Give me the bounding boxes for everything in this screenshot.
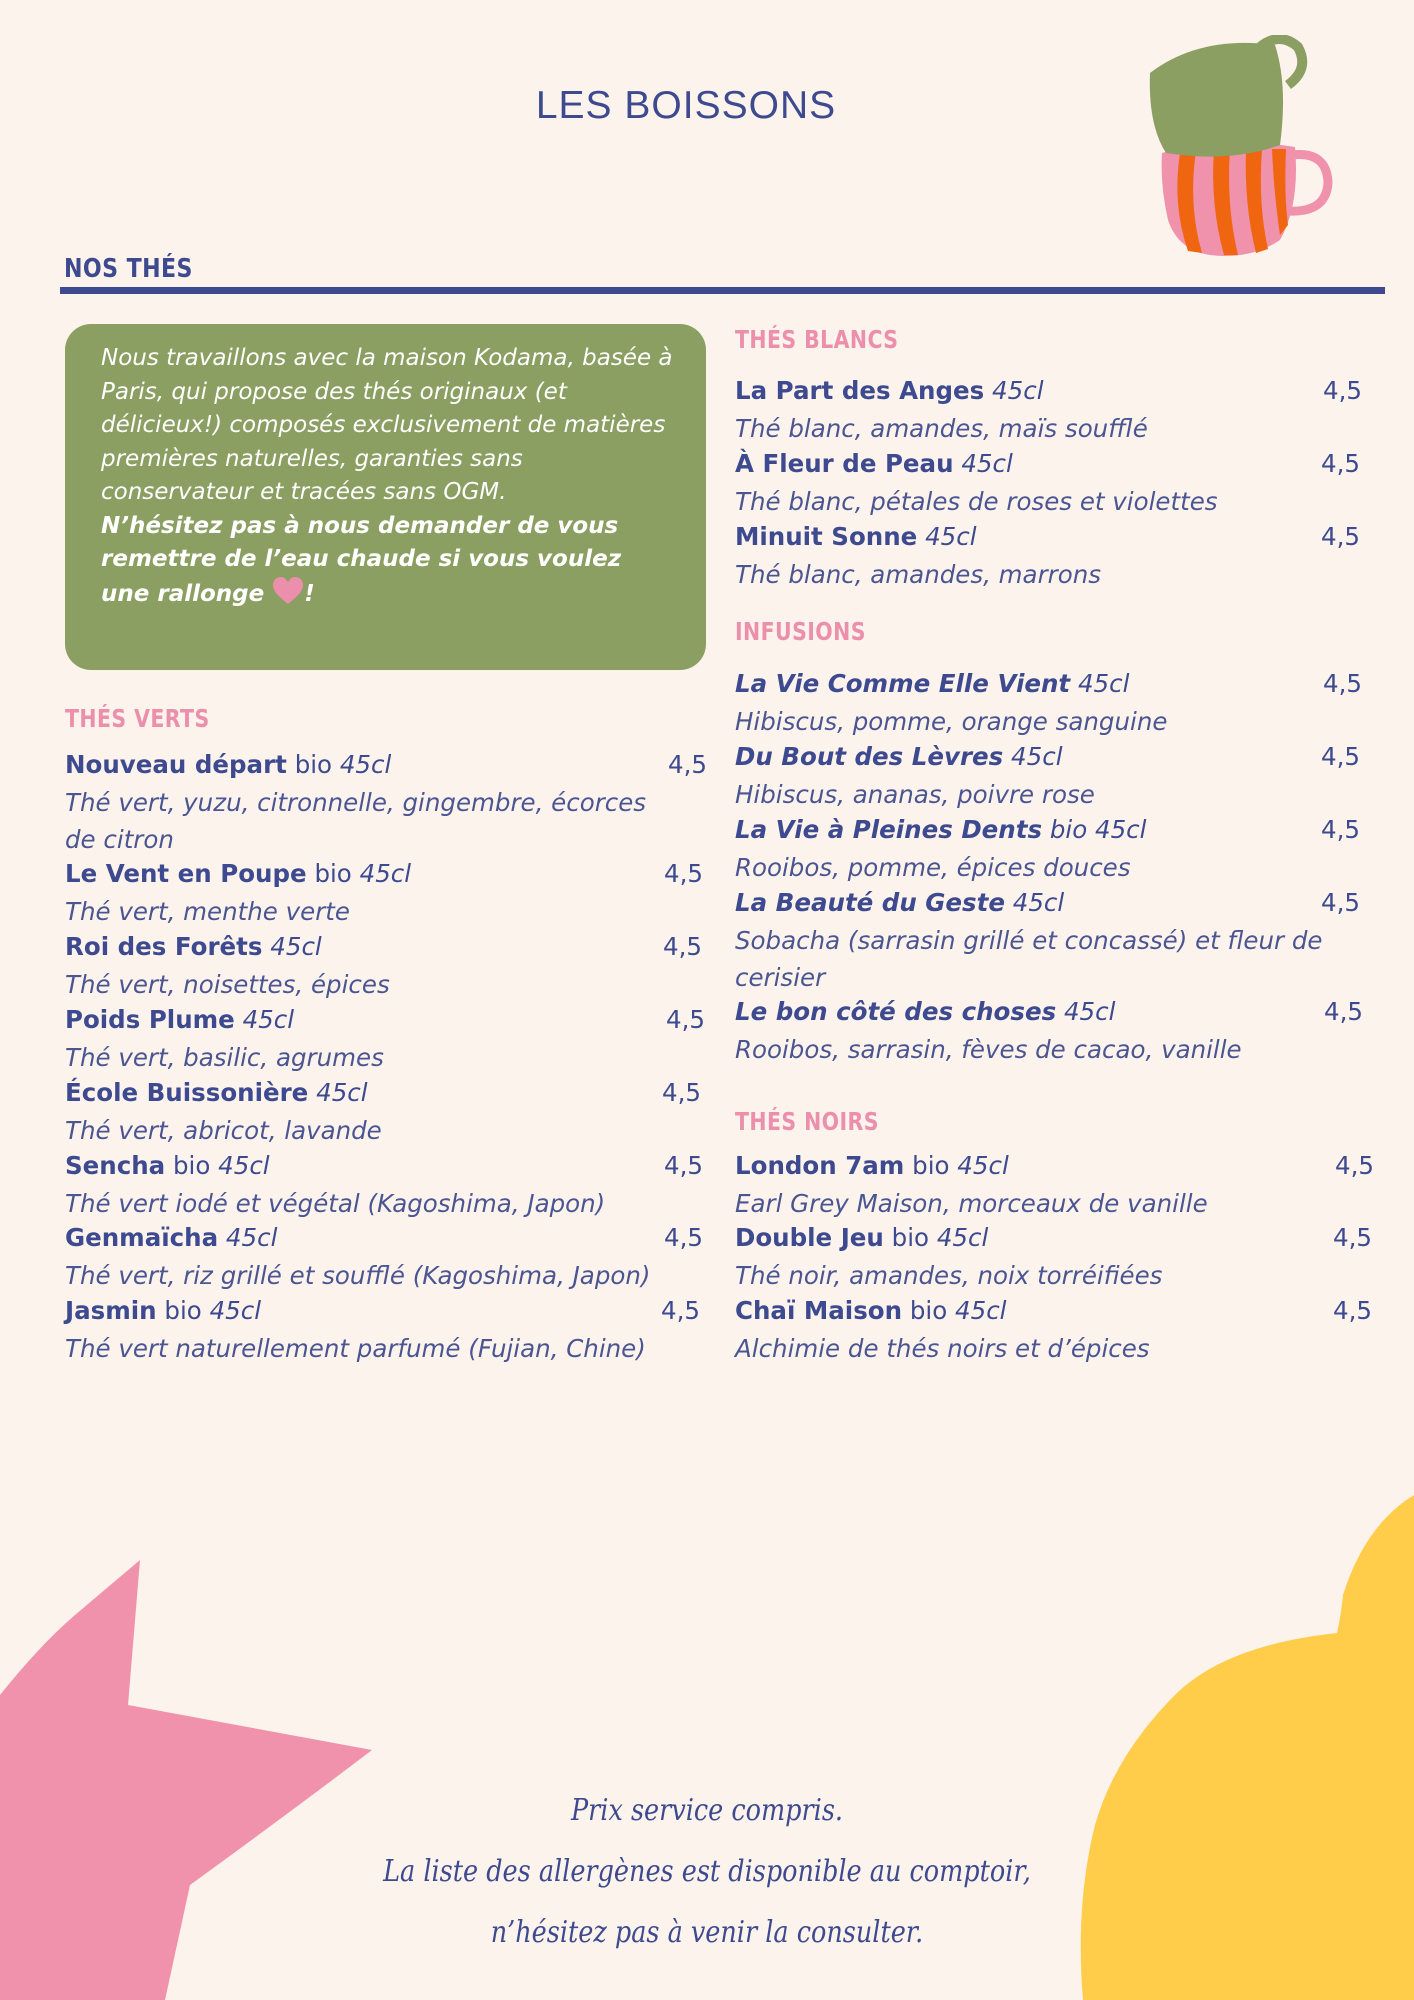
item-name: London 7am [735, 1151, 905, 1180]
item-name: Le Vent en Poupe [65, 859, 307, 888]
item-description: Rooibos, sarrasin, fèves de cacao, vanille [735, 1035, 1242, 1064]
menu-item [735, 1150, 1375, 1223]
item-name: Minuit Sonne [735, 522, 918, 551]
menu-item [735, 375, 1375, 448]
item-price: 4,5 [1333, 1223, 1372, 1252]
category-title-infusions: INFUSIONS [735, 617, 866, 646]
menu-item [735, 1295, 1375, 1368]
item-volume: 45cl [242, 1005, 295, 1034]
item-tag: bio [164, 1296, 202, 1325]
item-price: 4,5 [1323, 376, 1362, 405]
item-volume: 45cl [218, 1151, 270, 1180]
item-description: Thé vert, yuzu, citronnelle, gingembre, écorces de citron [65, 788, 647, 854]
item-price: 4,5 [1321, 888, 1360, 917]
item-tag: bio [909, 1296, 948, 1325]
menu-item [65, 749, 707, 854]
item-price: 4,5 [664, 1151, 703, 1180]
item-price: 4,5 [663, 932, 702, 961]
item-volume: 45cl [270, 932, 322, 961]
item-volume: 45cl [339, 750, 392, 779]
item-volume: 45cl [1095, 815, 1147, 844]
category-title-thes-verts: THÉS VERTS [65, 704, 210, 733]
item-volume: 45cl [961, 449, 1013, 478]
item-price: 4,5 [1321, 742, 1360, 771]
menu-item [65, 1222, 706, 1295]
item-name: Nouveau départ [65, 750, 287, 779]
footer-line-service: Prix service compris. [570, 1793, 844, 1828]
item-tag: bio [912, 1151, 950, 1180]
menu-item [735, 668, 1375, 741]
item-price: 4,5 [1323, 669, 1362, 698]
menu-item [65, 1150, 706, 1223]
item-tag: bio [891, 1223, 930, 1252]
footer-note [200, 1780, 1214, 1963]
menu-item [65, 1077, 706, 1150]
item-tag: bio [314, 859, 352, 888]
item-volume: 45cl [359, 859, 412, 888]
section-divider [60, 287, 1385, 294]
item-tag: bio [173, 1151, 211, 1180]
menu-item [65, 931, 706, 1004]
item-name: Poids Plume [65, 1005, 235, 1034]
item-price: 4,5 [668, 750, 707, 779]
item-price: 4,5 [1321, 449, 1360, 478]
menu-item [735, 887, 1375, 992]
item-price: 4,5 [1321, 815, 1360, 844]
item-description: Thé noir, amandes, noix torréifiées [735, 1261, 1163, 1290]
menu-item [65, 1004, 706, 1077]
item-description: Alchimie de thés noirs et d’épices [735, 1334, 1150, 1363]
item-volume: 45cl [1012, 888, 1065, 917]
item-volume: 45cl [316, 1078, 368, 1107]
page-title: LES BOISSONS [535, 84, 837, 127]
item-price: 4,5 [666, 1005, 705, 1034]
footer-line-allergens: La liste des allergènes est disponible au comptoir, [383, 1854, 1031, 1889]
item-volume: 45cl [209, 1296, 262, 1325]
item-name: Genmaïcha [65, 1223, 219, 1252]
item-name: Le bon côté des choses [735, 997, 1057, 1026]
category-title-thes-blancs: THÉS BLANCS [735, 325, 899, 354]
item-price: 4,5 [662, 1078, 701, 1107]
item-description: Thé vert iodé et végétal (Kagoshima, Japon) [65, 1189, 606, 1218]
item-volume: 45cl [957, 1151, 1009, 1180]
item-name: École Buissonière [65, 1078, 309, 1107]
item-name: Sencha [65, 1151, 166, 1180]
item-price: 4,5 [661, 1296, 700, 1325]
item-description: Earl Grey Maison, morceaux de vanille [735, 1189, 1208, 1218]
menu-item [65, 858, 706, 931]
item-name: La Vie à Pleines Dents [735, 815, 1043, 844]
item-volume: 45cl [936, 1223, 989, 1252]
item-name: Jasmin [65, 1296, 157, 1325]
item-description: Thé blanc, pétales de roses et violettes [735, 487, 1218, 516]
category-title-thes-noirs: THÉS NOIRS [735, 1107, 879, 1136]
item-description: Thé vert, riz grillé et soufflé (Kagoshima, Japon) [65, 1261, 651, 1290]
item-name: Chaï Maison [735, 1296, 903, 1325]
item-description: Thé vert, basilic, agrumes [65, 1043, 384, 1072]
item-volume: 45cl [1011, 742, 1063, 771]
item-name: Du Bout des Lèvres [735, 742, 1004, 771]
item-description: Thé vert, abricot, lavande [65, 1116, 382, 1145]
item-volume: 45cl [1063, 997, 1116, 1026]
footer-line-consult: n’hésitez pas à venir la consulter. [490, 1915, 924, 1950]
item-name: À Fleur de Peau [735, 449, 954, 478]
item-description: Thé vert, menthe verte [65, 897, 350, 926]
item-tag: bio [294, 750, 333, 779]
section-title: NOS THÉS [64, 254, 193, 284]
item-description: Thé vert naturellement parfumé (Fujian, Chine) [65, 1334, 646, 1363]
intro-box [65, 324, 706, 670]
heart-icon [272, 577, 304, 605]
item-price: 4,5 [664, 1223, 703, 1252]
item-name: Double Jeu [735, 1223, 884, 1252]
item-price: 4,5 [1335, 1151, 1374, 1180]
item-volume: 45cl [955, 1296, 1007, 1325]
item-volume: 45cl [992, 376, 1044, 405]
item-description: Thé blanc, amandes, marrons [735, 560, 1101, 589]
item-description: Thé vert, noisettes, épices [65, 970, 390, 999]
menu-item [735, 521, 1375, 594]
item-name: Roi des Forêts [65, 932, 263, 961]
menu-item [735, 1222, 1375, 1295]
intro-cta: N’hésitez pas à nous demander de vous remettre de l’eau chaude si vous voulez une rallonge ! [101, 512, 622, 607]
item-price: 4,5 [664, 859, 703, 888]
menu-item [735, 448, 1375, 521]
stacked-cups-illustration [1140, 35, 1340, 265]
item-description: Rooibos, pomme, épices douces [735, 853, 1131, 882]
menu-item [735, 996, 1375, 1069]
intro-text: Nous travaillons avec la maison Kodama, basée à Paris, qui propose des thés originaux (et délicieux!) composés exclusivement de matières premières naturelles, garanties sans conservateur et tracées sans OGM. [101, 345, 673, 505]
item-volume: 45cl [225, 1223, 278, 1252]
menu-item [735, 741, 1375, 814]
item-description: Hibiscus, pomme, orange sanguine [735, 707, 1168, 736]
menu-item [65, 1295, 706, 1368]
item-name: La Vie Comme Elle Vient [735, 669, 1071, 698]
menu-item [735, 814, 1375, 887]
item-description: Hibiscus, ananas, poivre rose [735, 780, 1095, 809]
item-description: Thé blanc, amandes, maïs soufflé [735, 414, 1148, 443]
item-volume: 45cl [1077, 669, 1130, 698]
item-description: Sobacha (sarrasin grillé et concassé) et fleur de cerisier [735, 926, 1323, 992]
item-price: 4,5 [1333, 1296, 1372, 1325]
item-name: La Beauté du Geste [735, 888, 1005, 917]
item-volume: 45cl [925, 522, 977, 551]
item-price: 4,5 [1324, 997, 1363, 1026]
item-name: La Part des Anges [735, 376, 985, 405]
item-price: 4,5 [1321, 522, 1360, 551]
item-tag: bio [1049, 815, 1088, 844]
